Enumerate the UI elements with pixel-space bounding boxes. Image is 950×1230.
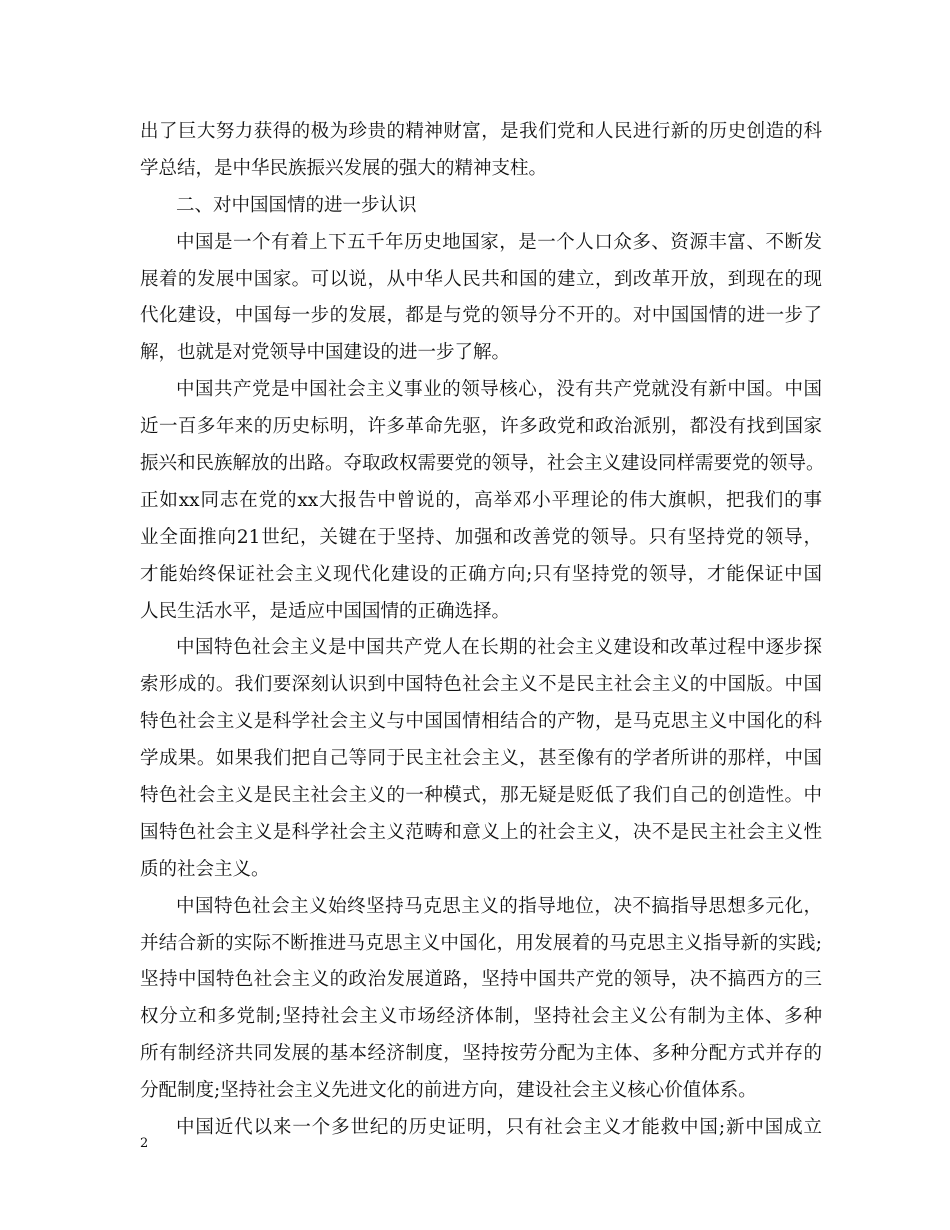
text-line: 解，也就是对党领导中国建设的进一步了解。 — [140, 342, 511, 364]
text-line: 正如xx同志在党的xx大报告中曾说的，高举邓小平理论的伟大旗帜，把我们的事 — [140, 489, 822, 511]
text-line: 中国共产党是中国社会主义事业的领导核心，没有共产党就没有新中国。中国 — [176, 379, 822, 401]
body-text — [140, 114, 825, 1147]
text-line: 业全面推向21世纪，关键在于坚持、加强和改善党的领导。只有坚持党的领导， — [140, 526, 822, 548]
text-line: 学成果。如果我们把自己等同于民主社会主义，甚至像有的学者所讲的那样，中国 — [140, 748, 822, 770]
section-heading: 二、对中国国情的进一步认识 — [176, 194, 417, 216]
text-line: 所有制经济共同发展的基本经济制度，坚持按劳分配为主体、多种分配方式并存的 — [140, 1043, 822, 1065]
text-line: 特色社会主义是民主社会主义的一种模式，那无疑是贬低了我们自己的创造性。中 — [140, 785, 822, 807]
text-line: 代化建设，中国每一步的发展，都是与党的领导分不开的。对中国国情的进一步了 — [140, 305, 822, 327]
text-line: 近一百多年来的历史标明，许多革命先驱，许多政党和政治派别，都没有找到国家 — [140, 416, 822, 438]
text-line: 中国特色社会主义是中国共产党人在长期的社会主义建设和改革过程中逐步探 — [176, 637, 822, 659]
text-line: 人民生活水平，是适应中国国情的正确选择。 — [140, 600, 511, 622]
page-number: 2 — [140, 1136, 149, 1151]
text-line: 才能始终保证社会主义现代化建设的正确方向;只有坚持党的领导，才能保证中国 — [140, 563, 822, 585]
text-line: 中国是一个有着上下五千年历史地国家，是一个人口众多、资源丰富、不断发 — [176, 231, 822, 253]
text-line: 索形成的。我们要深刻认识到中国特色社会主义不是民主社会主义的中国版。中国 — [140, 674, 822, 696]
text-line: 展着的发展中国家。可以说，从中华人民共和国的建立，到改革开放，到现在的现 — [140, 268, 822, 290]
text-line: 振兴和民族解放的出路。夺取政权需要党的领导，社会主义建设同样需要党的领导。 — [140, 453, 825, 475]
text-line: 坚持中国特色社会主义的政治发展道路，坚持中国共产党的领导，决不搞西方的三 — [140, 969, 822, 991]
text-line: 权分立和多党制;坚持社会主义市场经济体制，坚持社会主义公有制为主体、多种 — [140, 1006, 822, 1028]
text-line: 质的社会主义。 — [140, 858, 270, 880]
text-line: 中国特色社会主义始终坚持马克思主义的指导地位，决不搞指导思想多元化， — [176, 895, 822, 917]
text-line: 学总结，是中华民族振兴发展的强大的精神支柱。 — [140, 157, 548, 179]
text-line: 特色社会主义是科学社会主义与中国国情相结合的产物，是马克思主义中国化的科 — [140, 711, 822, 733]
text-line: 并结合新的实际不断推进马克思主义中国化，用发展着的马克思主义指导新的实践; — [140, 932, 822, 954]
text-line: 分配制度;坚持社会主义先进文化的前进方向，建设社会主义核心价值体系。 — [140, 1080, 757, 1102]
text-line: 国特色社会主义是科学社会主义范畴和意义上的社会主义，决不是民主社会主义性 — [140, 821, 822, 843]
text-line: 中国近代以来一个多世纪的历史证明，只有社会主义才能救中国;新中国成立 — [176, 1117, 822, 1139]
text-line: 出了巨大努力获得的极为珍贵的精神财富，是我们党和人民进行新的历史创造的科 — [140, 121, 822, 142]
